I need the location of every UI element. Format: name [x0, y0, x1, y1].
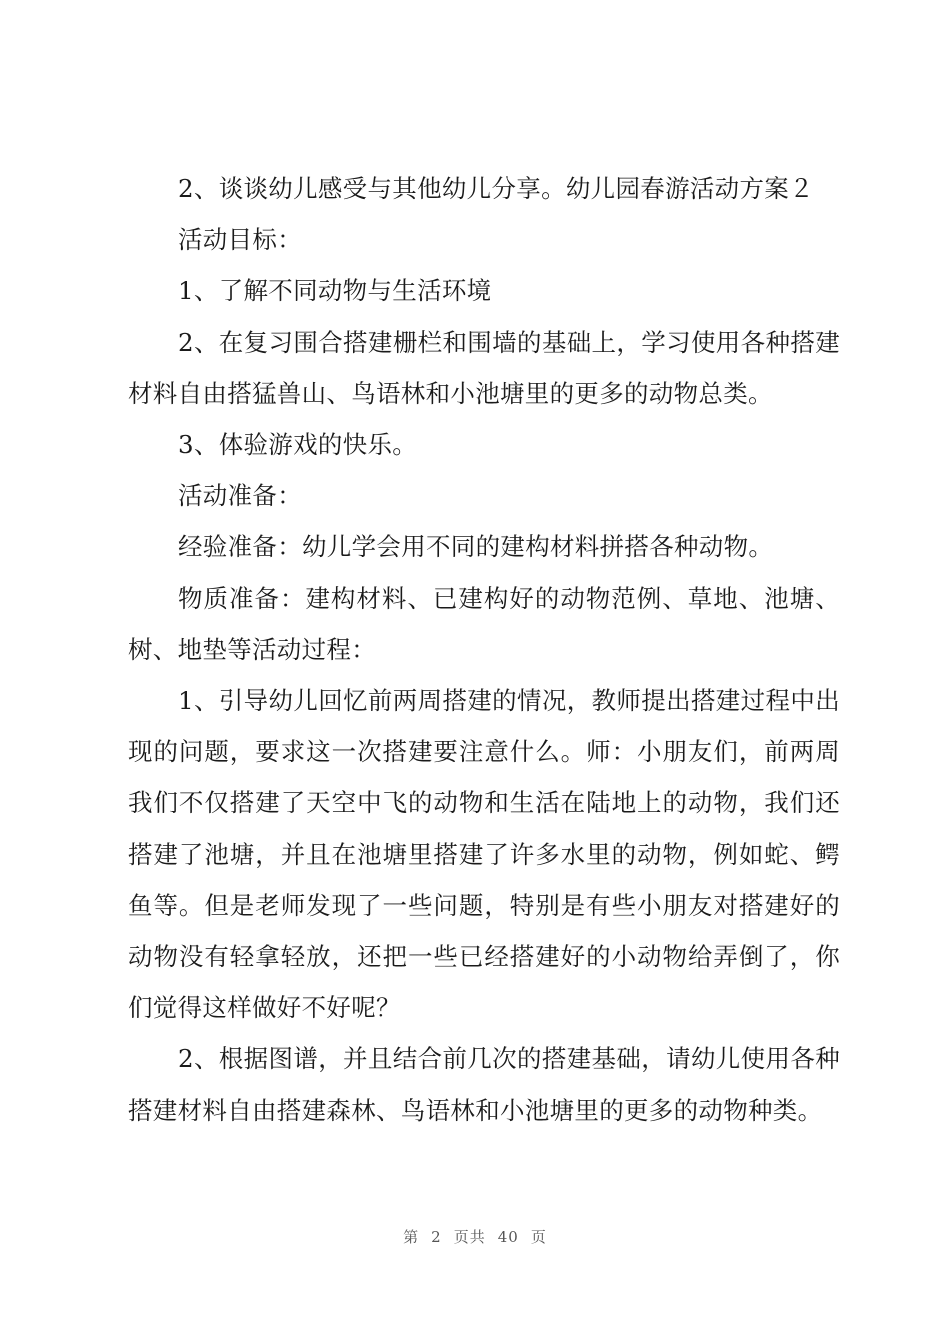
page-label-mid: 页共 — [453, 1228, 486, 1246]
paragraph: 2、谈谈幼儿感受与其他幼儿分享。幼儿园春游活动方案２ — [178, 174, 814, 203]
paragraph: 经验准备：幼儿学会用不同的建构材料拼搭各种动物。 — [178, 532, 774, 562]
paragraph: 活动目标： — [178, 225, 302, 255]
paragraph: 1、引导幼儿回忆前两周搭建的情况，教师提出搭建过程中出现的问题，要求这一次搭建要注意什么。师：小朋友们，前两周我们不仅搭建了天空中飞的动物和生活在陆地上的动物，我们还搭建了池塘，并且在池塘里搭建了许多水里的动物，例如蛇、鳄鱼等。但是老师发现了一些问题，特别是有些小朋友对搭建好的动物没有轻拿轻放，还把一些已经搭建好的小动物给弄倒了，你们觉得这样做好不好呢？ — [128, 686, 840, 1023]
page-label-prefix: 第 — [403, 1228, 420, 1246]
paragraph: 3、体验游戏的快乐。 — [178, 430, 418, 460]
document-body — [128, 163, 840, 1136]
page-label-suffix: 页 — [530, 1228, 547, 1246]
paragraph: 活动准备： — [178, 481, 302, 511]
current-page-number: 2 — [431, 1228, 442, 1246]
paragraph: 2、根据图谱，并且结合前几次的搭建基础，请幼儿使用各种搭建材料自由搭建森林、鸟语林和小池塘里的更多的动物种类。 — [128, 1044, 840, 1125]
total-pages-number: 40 — [497, 1228, 519, 1246]
paragraph: 2、在复习围合搭建栅栏和围墙的基础上，学习使用各种搭建材料自由搭猛兽山、鸟语林和小池塘里的更多的动物总类。 — [128, 327, 840, 408]
paragraph: 1、了解不同动物与生活环境 — [178, 276, 492, 306]
paragraph: 物质准备：建构材料、已建构好的动物范例、草地、池塘、树、地垫等活动过程： — [128, 583, 840, 664]
page-footer — [0, 1226, 950, 1247]
